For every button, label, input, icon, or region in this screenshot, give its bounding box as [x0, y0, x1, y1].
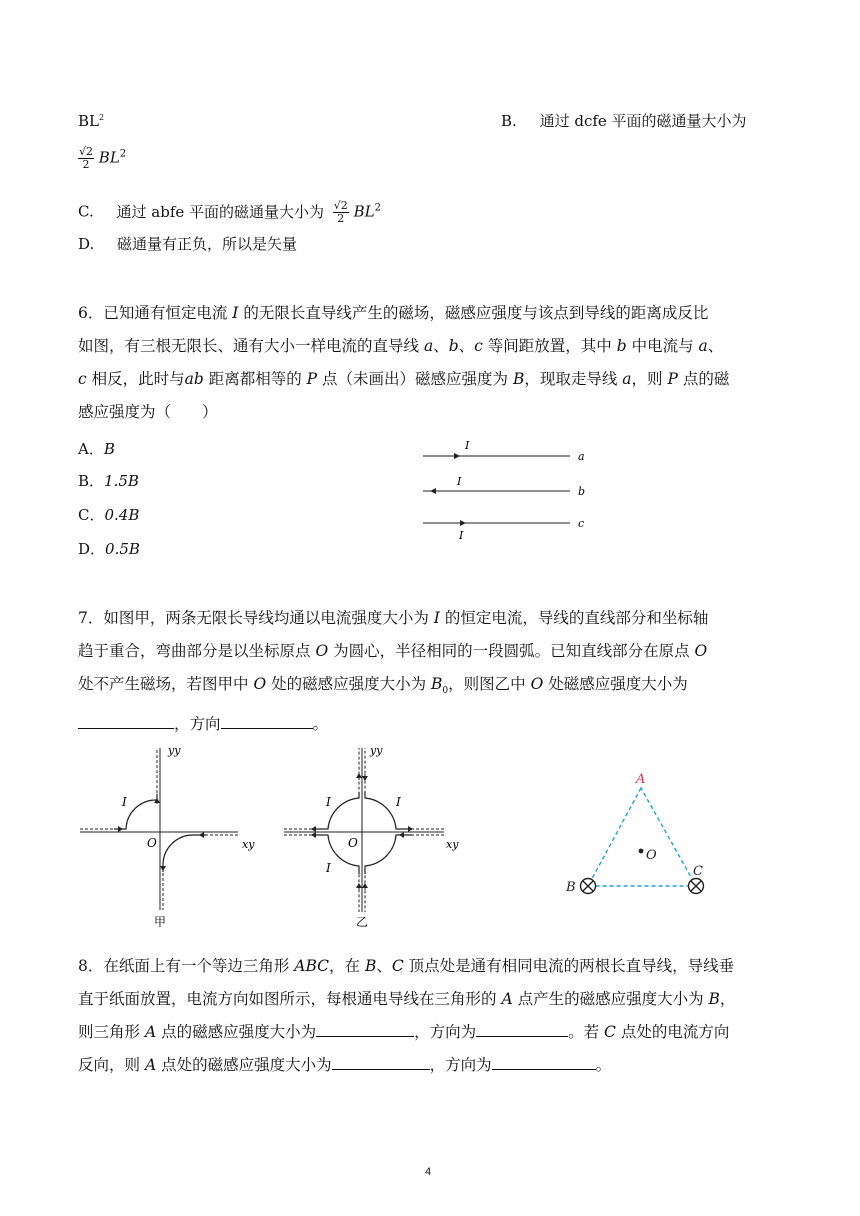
q8-text: 点产生的磁感应强度大小为 [512, 990, 709, 1008]
wire-lower-right [365, 835, 444, 912]
axis-label-xy: xy [446, 838, 459, 851]
wire-2-arc [163, 835, 206, 872]
q6-text: 等间距放置，其中 [482, 337, 617, 355]
wire-c-label: c [578, 517, 585, 530]
frac-denominator-c: 2 [337, 212, 345, 225]
answer-blank[interactable] [316, 1022, 414, 1037]
var-O: O [315, 642, 329, 660]
arc-upper-right [365, 792, 412, 829]
vertex-a-label: A [636, 772, 646, 787]
arc-upper-left [312, 792, 359, 829]
option-a-tail [78, 114, 104, 129]
wire-c-current-label: I [459, 529, 464, 542]
var-O: O [694, 642, 708, 660]
triangle-abc [588, 788, 696, 886]
frac-numerator-c: √2 [333, 199, 348, 212]
q6-option-value: B [103, 440, 115, 458]
frac-exponent-c: 2 [374, 202, 381, 214]
question-8 [78, 950, 782, 1082]
option-c-text: 通过 abfe 平面的磁通量大小为 [116, 202, 325, 221]
q6-text: 、 [458, 337, 475, 355]
var-C: C [604, 1023, 616, 1041]
q8-text: 则三角形 [78, 1023, 145, 1041]
axis-label-xy: xy [242, 838, 255, 851]
var-ab: ab [184, 370, 204, 388]
q7-text: 处磁感应强度大小为 [543, 675, 688, 693]
q6-text: 相反，此时与 [86, 370, 185, 388]
frac-exponent: 2 [119, 148, 127, 160]
wire-b-label: b [578, 485, 586, 498]
q8-text: 顶点处是通有相同电流的两根长直导线，导线垂 [403, 957, 735, 975]
q8-text: ，在 [329, 957, 365, 975]
question-7 [78, 602, 782, 741]
q6-text: 6．已知通有恒定电流 [78, 304, 233, 322]
question-6 [78, 297, 782, 429]
q6-text: 点的磁 [677, 370, 730, 388]
option-b-letter: B. [501, 112, 517, 130]
q7-text: 7．如图甲，两条无限长导线均通以电流强度大小为 [78, 609, 434, 627]
q7-line-1 [78, 602, 782, 635]
triangle-figure [560, 766, 720, 896]
vertex-c-label: C [693, 864, 703, 879]
q8-text: 反向，则 [78, 1056, 145, 1074]
q7-text: 的恒定电流，导线的直线部分和坐标轴 [439, 609, 709, 627]
var-O: O [253, 675, 267, 693]
q7-line-3 [78, 668, 782, 708]
q6-text: 、 [707, 337, 724, 355]
q8-line-1 [78, 950, 782, 983]
q7-text: 为圆心，半径相同的一段圆弧。已知直线部分在原点 [328, 642, 695, 660]
cross-in-circle-icon [689, 879, 704, 894]
q6-text: ，现取走导线 [524, 370, 623, 388]
q8-text: ， [719, 990, 736, 1008]
axis-label-yy: yy [370, 744, 383, 757]
var-a: a [698, 337, 708, 355]
q6-option-letter: C． [78, 506, 105, 524]
bl2-sup: 2 [98, 113, 105, 122]
q6-option-d [78, 542, 140, 557]
q6-option-value: 0.5B [105, 540, 140, 558]
current-label: I [122, 795, 127, 809]
q7-text: 趋于重合，弯曲部分是以坐标原点 [78, 642, 316, 660]
var-a: a [622, 370, 632, 388]
q7-line-2 [78, 635, 782, 668]
q6-option-value: 0.4B [104, 506, 140, 524]
option-c-letter: C. [78, 202, 94, 221]
option-d [78, 237, 297, 252]
option-b [501, 114, 747, 129]
q6-line-4: 感应强度为（ ） [78, 403, 218, 421]
figure-caption: 甲 [154, 915, 167, 929]
origin-label: O [147, 836, 157, 850]
wire-1 [80, 748, 157, 829]
q8-line-4 [78, 1049, 782, 1082]
answer-blank[interactable] [492, 1055, 596, 1070]
q8-text: 。若 [568, 1023, 605, 1041]
q6-option-c [78, 508, 139, 523]
q8-line-2 [78, 983, 782, 1016]
q6-option-letter: D． [78, 540, 106, 558]
q6-text: 距离都相等的 [203, 370, 307, 388]
q6-text: ，则 [631, 370, 668, 388]
var-A: A [501, 990, 513, 1008]
q6-line-3 [78, 363, 782, 396]
wire-1-arc [114, 794, 157, 829]
bl2-text: BL [78, 112, 99, 130]
var-A: A [144, 1023, 157, 1041]
var-B0: B [431, 675, 443, 693]
option-c [78, 200, 381, 225]
var-P: P [667, 370, 678, 388]
frac-numerator: √2 [79, 145, 94, 158]
q7-text: 。 [312, 715, 329, 734]
var-c: c [78, 370, 87, 388]
wire-b-current-label: I [457, 475, 462, 488]
var-I: I [433, 609, 440, 627]
q6-line-2 [78, 330, 782, 363]
q8-text: 8．在纸面上有一个等边三角形 [78, 957, 295, 975]
q6-option-value: 1.5B [104, 472, 139, 490]
axis-label-yy: yy [168, 744, 181, 757]
q6-text: 点（未画出）磁感应强度为 [317, 370, 513, 388]
q8-text: ，方向为 [429, 1056, 492, 1074]
q8-text: ，方向为 [414, 1023, 477, 1041]
wire-a-label: a [578, 450, 585, 463]
wire-upper-left [284, 748, 359, 829]
q6-text: 、 [433, 337, 449, 355]
current-label: I [396, 795, 401, 809]
wire-a-current-label: I [465, 439, 470, 452]
q8-line-3 [78, 1016, 782, 1049]
answer-blank[interactable] [221, 714, 313, 729]
q6-line-1 [78, 297, 782, 330]
frac-expression-c: BL [353, 202, 375, 221]
wire-upper-right [365, 748, 444, 829]
vertex-b-label: B [566, 880, 576, 895]
q6-text: 如图，有三根无限长、通有大小一样电流的直导线 [78, 337, 424, 355]
var-ABC: ABC [294, 957, 330, 975]
var-B0-subscript: 0 [442, 686, 449, 697]
q6-option-b [78, 474, 139, 489]
q7-text: 处的磁感应强度大小为 [266, 675, 432, 693]
option-d-text: 磁通量有正负，所以是矢量 [117, 235, 298, 253]
q8-text: 、 [376, 957, 392, 975]
q6-option-letter: A． [78, 440, 104, 458]
origin-label: O [348, 836, 358, 850]
option-b-value [78, 146, 126, 171]
center-o-label: O [646, 848, 657, 863]
frac-expression: BL [98, 148, 120, 167]
answer-blank[interactable] [476, 1022, 568, 1037]
wire-2 [163, 835, 238, 910]
q8-text: 点处的磁感应强度大小为 [156, 1056, 332, 1074]
var-B: B [512, 370, 525, 388]
q7-line-4 [78, 708, 782, 741]
option-b-text: 通过 dcfe 平面的磁通量大小为 [539, 112, 747, 130]
var-P: P [306, 370, 318, 388]
center-dot [639, 849, 644, 854]
q6-text: 中电流与 [626, 337, 699, 355]
var-B: B [364, 957, 377, 975]
figure-yi [282, 744, 472, 930]
var-b: b [448, 337, 459, 355]
current-label: I [326, 861, 331, 875]
q7-text: ，方向 [174, 715, 221, 734]
option-d-letter: D. [78, 235, 95, 253]
answer-blank[interactable] [78, 714, 174, 729]
frac-denominator: 2 [82, 158, 90, 171]
var-I: I [232, 304, 239, 322]
q6-option-letter: B． [78, 472, 105, 490]
cross-in-circle-icon [581, 879, 596, 894]
var-c: c [474, 337, 483, 355]
answer-blank[interactable] [332, 1055, 430, 1070]
q8-text: 。 [595, 1056, 612, 1074]
current-label: I [326, 795, 331, 809]
var-C: C [391, 957, 404, 975]
q7-text: ，则图乙中 [448, 675, 531, 693]
q6-option-a [78, 442, 115, 457]
page-number: 4 [425, 1166, 432, 1178]
var-O: O [530, 675, 544, 693]
q7-text: 处不产生磁场，若图甲中 [78, 675, 254, 693]
q8-text: 直于纸面放置，电流方向如图所示，每根通电导线在三角形的 [78, 990, 502, 1008]
arc-lower-right [365, 835, 412, 874]
q8-text: 点的磁感应强度大小为 [156, 1023, 317, 1041]
figure-caption: 乙 [356, 915, 369, 929]
var-a: a [423, 337, 434, 355]
var-B: B [708, 990, 720, 1008]
var-A: A [144, 1056, 157, 1074]
q8-text: 点处的电流方向 [615, 1023, 730, 1041]
figure-jia [78, 744, 268, 930]
q6-text: 的无限长直导线产生的磁场，磁感应强度与该点到导线的距离成反比 [238, 304, 709, 322]
var-b: b [616, 337, 627, 355]
three-wires-figure [415, 436, 605, 546]
